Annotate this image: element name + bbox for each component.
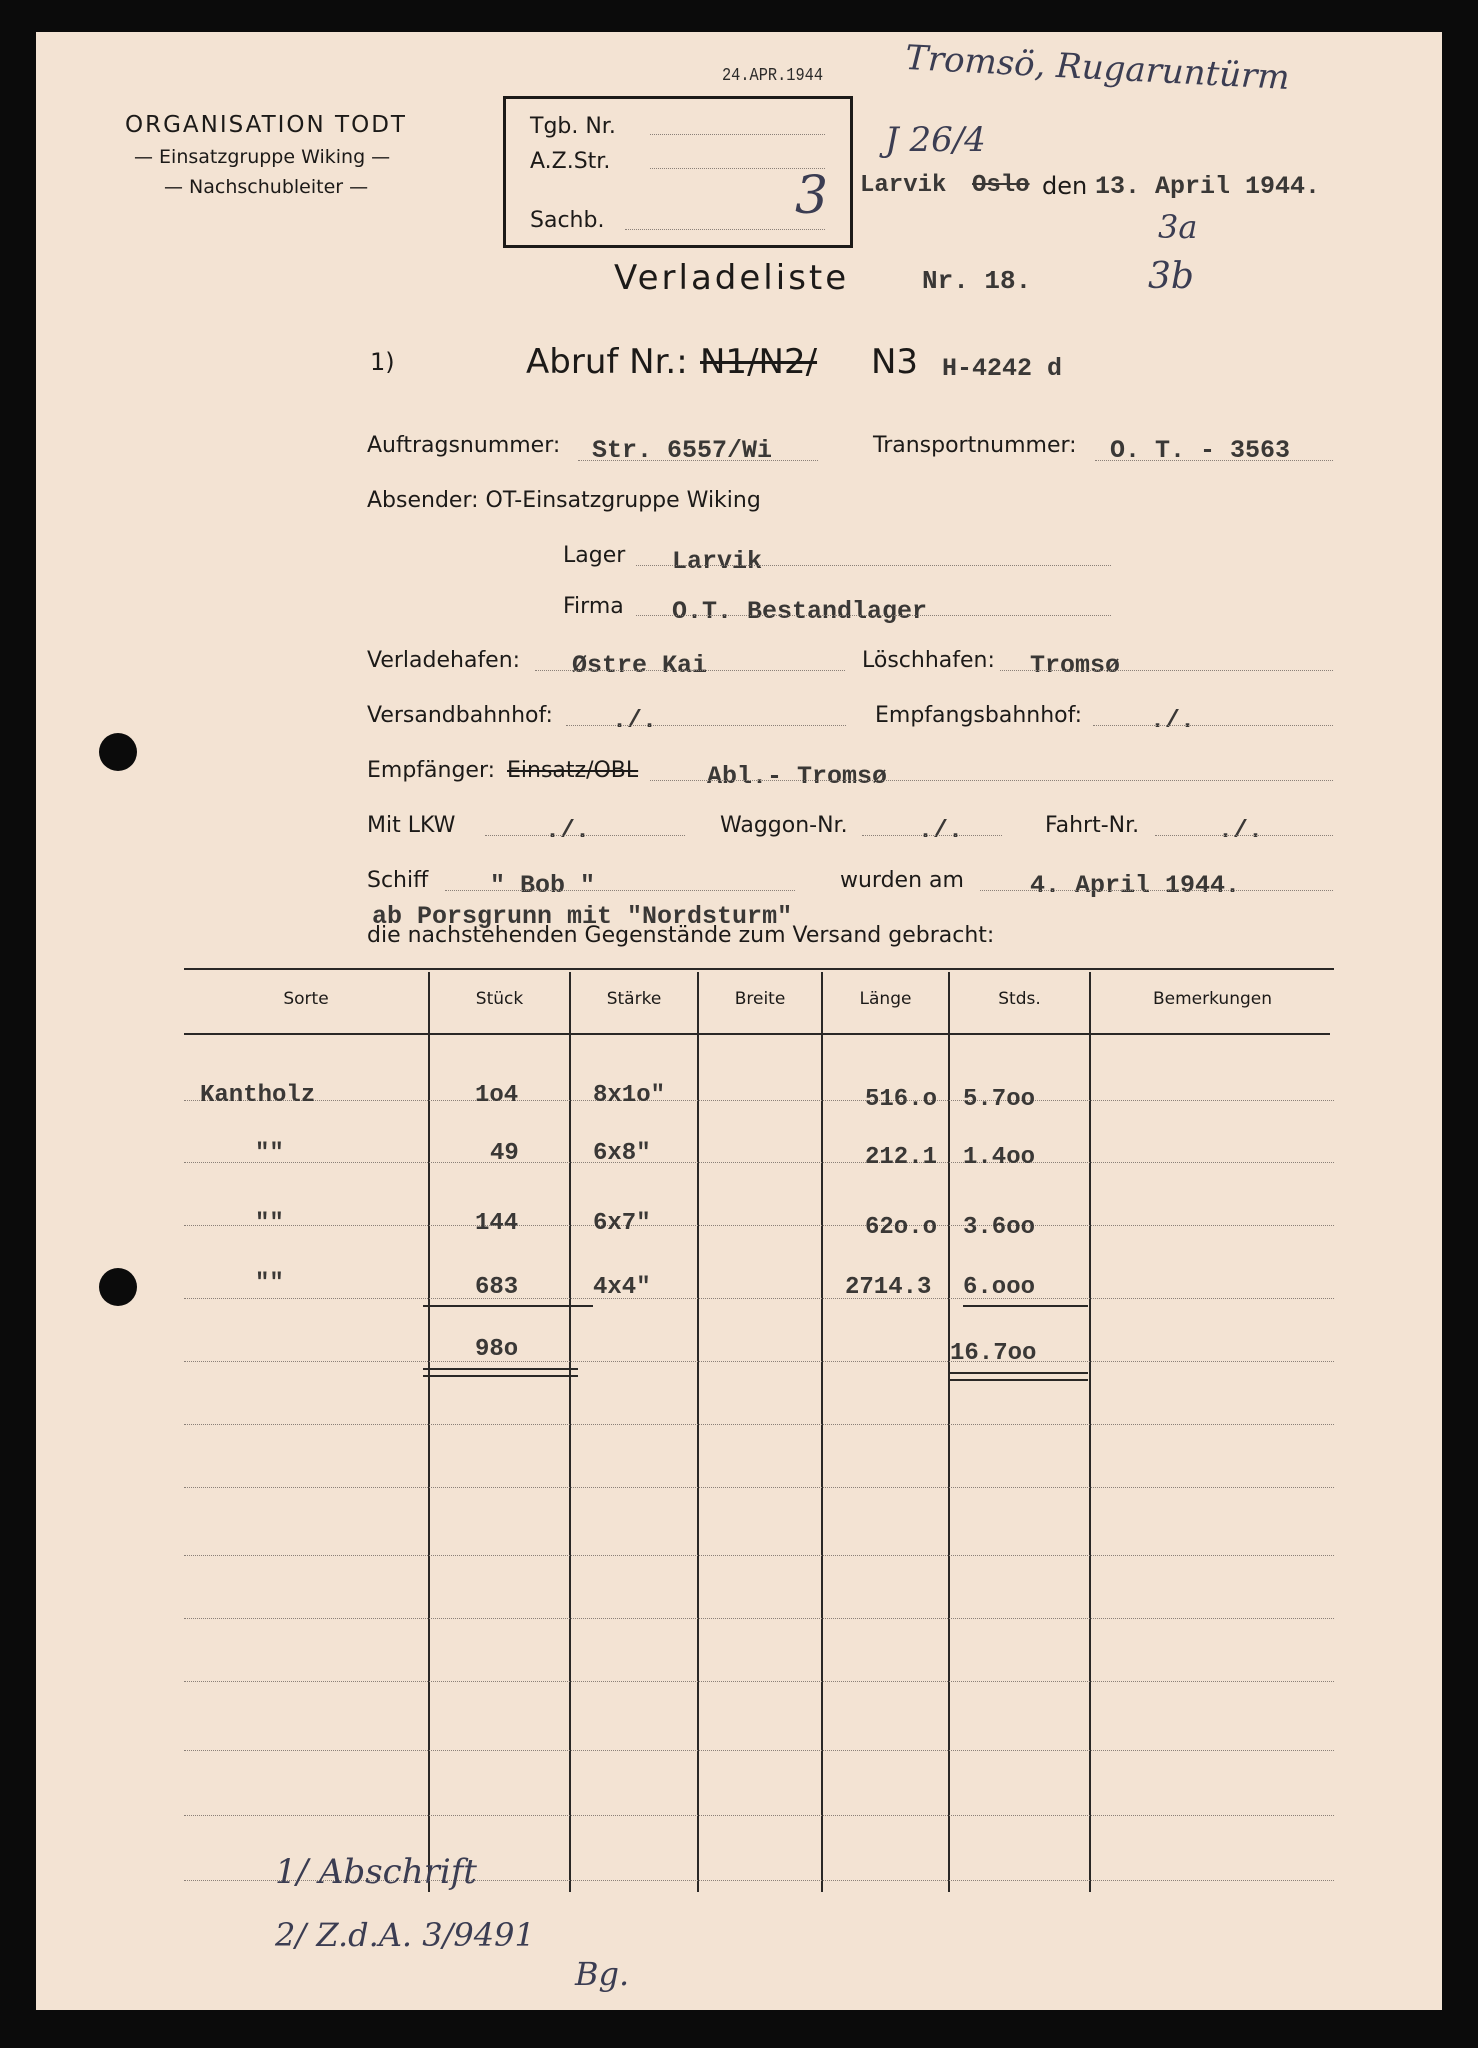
abruf-value: N3: [871, 342, 919, 382]
versandbahnhof-line: [566, 725, 846, 726]
org-dept: — Nachschubleiter —: [164, 176, 369, 198]
table-rule: [184, 1750, 1334, 1751]
th-bemerkungen: Bemerkungen: [1152, 989, 1273, 1009]
table-rule: [184, 1162, 1334, 1163]
table-rule: [184, 1555, 1334, 1556]
table-rule: [184, 1681, 1334, 1682]
total-stueck: 98o: [475, 1336, 519, 1363]
schiff-value: " Bob ": [490, 871, 596, 900]
row3-sorte: "": [255, 1210, 284, 1237]
handwritten-3a: 3a: [1158, 208, 1198, 246]
waggon-label: Waggon-Nr.: [720, 813, 848, 838]
total-rule-stueck-2: [423, 1375, 578, 1377]
table-header-rule: [184, 1033, 1330, 1035]
lkw-label: Mit LKW: [367, 813, 456, 838]
org-title: ORGANISATION TODT: [125, 112, 407, 138]
sum-rule-stds: [963, 1305, 1088, 1307]
tgb-label: Tgb. Nr.: [530, 114, 616, 139]
org-group: — Einsatzgruppe Wiking —: [134, 146, 391, 168]
table-rule: [184, 1424, 1334, 1425]
wurden-value: 4. April 1944.: [1030, 871, 1241, 900]
th-stds: Stds.: [998, 989, 1041, 1009]
az-label: A.Z.Str.: [530, 149, 611, 174]
versand-text: die nachstehenden Gegenstände zum Versand gebracht:: [367, 923, 995, 948]
verladehafen-label: Verladehafen:: [367, 648, 521, 673]
th-sorte: Sorte: [283, 989, 329, 1009]
row1-staerke: 8x1o": [593, 1082, 666, 1109]
transport-value: O. T. - 3563: [1110, 436, 1291, 465]
row2-stds: 1.4oo: [963, 1144, 1036, 1171]
lkw-line: [485, 835, 685, 836]
place: Larvik: [860, 172, 947, 199]
handwritten-note-2: 2/ Z.d.A. 3/9491: [275, 1916, 535, 1954]
row3-laenge: 62o.o: [865, 1214, 938, 1241]
row1-sorte: Kantholz: [200, 1082, 316, 1109]
auftrag-label: Auftragsnummer:: [367, 433, 561, 458]
row2-staerke: 6x8": [593, 1140, 651, 1167]
transport-line: [1095, 460, 1333, 461]
empfangsbahnhof-value: ./.: [1150, 706, 1196, 735]
row4-laenge: 2714.3: [845, 1274, 932, 1301]
handwritten-signature: Bg.: [575, 1955, 630, 1993]
empfaenger-line: [650, 780, 1333, 781]
place-struck: Oslo: [972, 172, 1030, 199]
absender-text: Absender: OT-Einsatzgruppe Wiking: [367, 488, 761, 513]
total-rule-stds-1: [948, 1372, 1088, 1374]
row1-laenge: 516.o: [865, 1086, 938, 1113]
handwritten-note-1: 1/ Abschrift: [275, 1852, 477, 1892]
sum-rule-stueck: [423, 1305, 593, 1307]
row2-laenge: 212.1: [865, 1144, 938, 1171]
lager-label: Lager: [563, 543, 626, 568]
empfangsbahnhof-line: [1093, 725, 1333, 726]
document-number: Nr. 18.: [922, 266, 1032, 296]
firma-label: Firma: [563, 594, 624, 619]
table-rule: [184, 1298, 1334, 1299]
tgb-line: [650, 134, 825, 135]
col-divider-5: [948, 972, 950, 1892]
punch-hole-top: [99, 733, 137, 771]
letter-date: 13. April 1944.: [1095, 172, 1321, 201]
col-divider-1: [428, 972, 430, 1892]
lager-line: [636, 565, 1111, 566]
schiff-line: [445, 890, 795, 891]
sachb-value: 3: [795, 166, 829, 226]
fahrt-line: [1155, 835, 1333, 836]
total-rule-stueck-1: [423, 1368, 578, 1370]
waggon-value: ./.: [918, 816, 964, 845]
row4-sorte: "": [255, 1270, 284, 1297]
col-divider-6: [1089, 972, 1091, 1892]
col-divider-3: [697, 972, 699, 1892]
date-den: den: [1042, 172, 1088, 200]
empfaenger-label: Empfänger:: [367, 758, 496, 783]
sachb-line: [625, 229, 825, 230]
total-rule-stds-2: [948, 1379, 1088, 1381]
handwritten-destination: Tromsö, Rugaruntürm: [904, 37, 1291, 99]
punch-hole-bottom: [99, 1268, 137, 1306]
fahrt-label: Fahrt-Nr.: [1045, 813, 1140, 838]
versandbahnhof-label: Versandbahnhof:: [367, 703, 553, 728]
sachb-label: Sachb.: [530, 208, 605, 233]
item-number: 1): [370, 348, 395, 376]
abruf-code: H-4242 d: [942, 354, 1063, 383]
verladehafen-value: Østre Kai: [572, 651, 708, 680]
loeschhafen-line: [1000, 670, 1333, 671]
row1-stds: 5.7oo: [963, 1086, 1036, 1113]
received-date-stamp: 24.APR.1944: [722, 66, 824, 86]
total-stds: 16.7oo: [950, 1340, 1037, 1367]
empfaenger-struck: Einsatz/OBL: [507, 758, 639, 783]
transport-label: Transportnummer:: [873, 433, 1077, 458]
table-rule: [184, 1100, 1334, 1101]
loeschhafen-value: Tromsø: [1030, 651, 1121, 680]
loeschhafen-label: Löschhafen:: [862, 648, 995, 673]
abruf-label: Abruf Nr.:: [526, 342, 688, 382]
lkw-value: ./.: [545, 816, 591, 845]
table-rule: [184, 1618, 1334, 1619]
versandbahnhof-value: ./.: [612, 706, 658, 735]
auftrag-line: [578, 460, 818, 461]
row3-stueck: 144: [475, 1210, 519, 1237]
handwritten-initial: J 26/4: [885, 120, 986, 160]
wurden-line: [980, 890, 1333, 891]
porsgrunn-note: ab Porsgrunn mit "Nordsturm": [372, 902, 793, 931]
table-rule: [184, 1361, 1334, 1362]
abruf-struck: N1/N2/: [700, 342, 818, 382]
empfaenger-value: Abl.- Tromsø: [707, 762, 888, 791]
wurden-label: wurden am: [840, 868, 964, 893]
row3-stds: 3.6oo: [963, 1214, 1036, 1241]
schiff-label: Schiff: [367, 868, 429, 893]
table-rule: [184, 1815, 1334, 1816]
handwritten-3b: 3b: [1148, 256, 1194, 297]
verladehafen-line: [535, 670, 845, 671]
col-divider-4: [821, 972, 823, 1892]
table-top-rule: [184, 968, 1334, 970]
row1-stueck: 1o4: [475, 1082, 519, 1109]
table-rule: [184, 1487, 1334, 1488]
lager-value: Larvik: [672, 547, 763, 576]
empfangsbahnhof-label: Empfangsbahnhof:: [875, 703, 1083, 728]
row4-stueck: 683: [475, 1274, 519, 1301]
row4-staerke: 4x4": [593, 1274, 651, 1301]
document-page: [36, 32, 1442, 2010]
row2-stueck: 49: [490, 1140, 519, 1167]
th-breite: Breite: [734, 989, 786, 1009]
table-rule: [184, 1225, 1334, 1226]
row4-stds: 6.ooo: [963, 1274, 1036, 1301]
document-title: Verladeliste: [614, 258, 850, 298]
row3-staerke: 6x7": [593, 1210, 651, 1237]
row2-sorte: "": [255, 1140, 284, 1167]
waggon-line: [862, 835, 1002, 836]
firma-line: [636, 615, 1111, 616]
col-divider-2: [569, 972, 571, 1892]
th-laenge: Länge: [859, 989, 912, 1009]
fahrt-value: ./.: [1218, 816, 1264, 845]
th-staerke: Stärke: [606, 989, 662, 1009]
th-stueck: Stück: [475, 989, 524, 1009]
firma-value: O.T. Bestandlager: [672, 597, 928, 626]
auftrag-value: Str. 6557/Wi: [592, 436, 773, 465]
